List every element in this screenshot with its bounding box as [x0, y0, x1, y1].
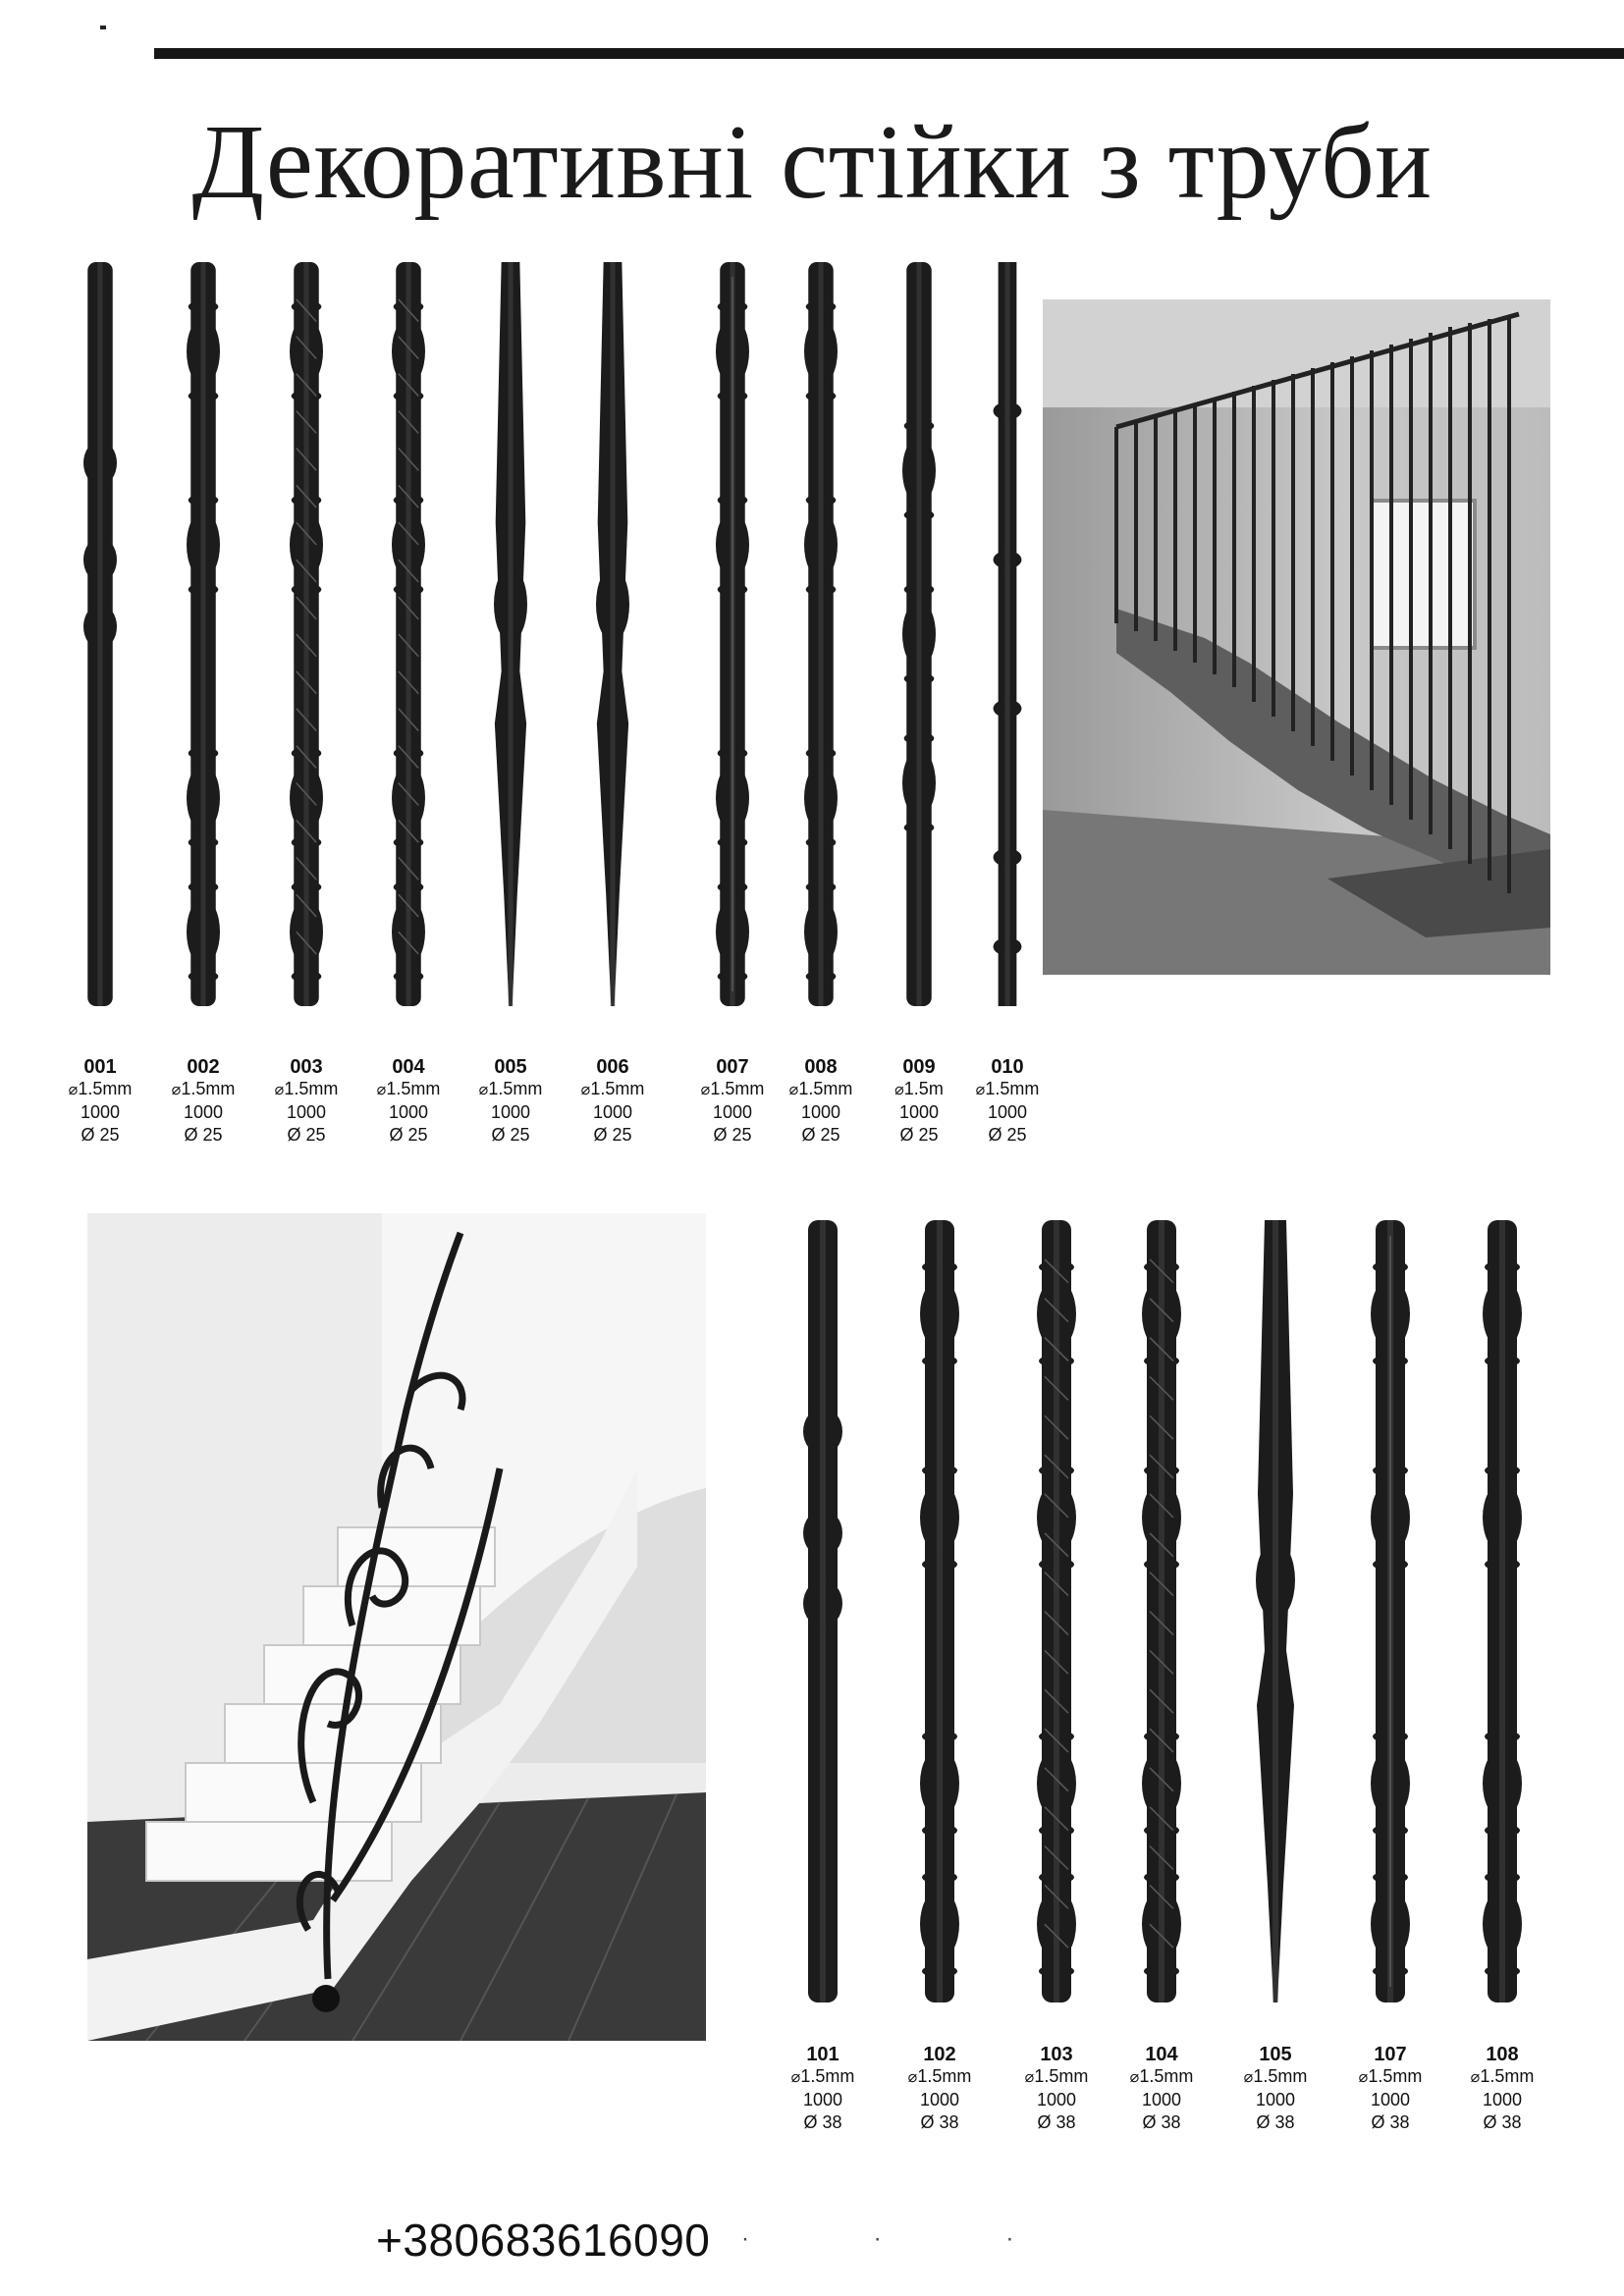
post-length: 1000 [802, 2090, 843, 2109]
wall-symbol-icon: ⌀ [1470, 2069, 1481, 2086]
contact-phone[interactable]: +380683616090 [376, 2215, 711, 2266]
wall-symbol-icon: ⌀ [894, 1082, 904, 1098]
wall-symbol-icon: ⌀ [478, 1082, 489, 1098]
wall-thickness: ⌀1.5mm [171, 1079, 236, 1098]
header-rule [154, 48, 1624, 59]
post-diameter: Ø 38 [803, 2112, 842, 2132]
post-length: 1000 [898, 1102, 940, 1122]
post-length: 1000 [712, 1102, 753, 1122]
post-diameter: Ø 38 [1256, 2112, 1295, 2132]
post-label-104 [1110, 2044, 1213, 2134]
post-108 [1483, 1220, 1522, 2002]
post-label-004 [357, 1056, 460, 1147]
post-label-003 [255, 1056, 357, 1147]
post-010 [991, 262, 1024, 1006]
wall-symbol-icon: ⌀ [1358, 2069, 1369, 2086]
post-diameter: Ø 25 [491, 1125, 530, 1145]
wall-thickness: ⌀1.5mm [700, 1079, 765, 1098]
wall-thickness: ⌀1.5mm [790, 2066, 855, 2086]
wall-thickness: ⌀1.5mm [1243, 2066, 1308, 2086]
post-length: 1000 [987, 1102, 1028, 1122]
page-title: Декоративні стійки з труби [191, 104, 1433, 221]
post-code: 006 [596, 1056, 629, 1078]
post-code: 002 [187, 1056, 220, 1078]
post-label-107 [1339, 2044, 1441, 2134]
wall-thickness: ⌀1.5mm [1358, 2066, 1423, 2086]
post-105 [1256, 1220, 1295, 2002]
post-label-006 [562, 1056, 664, 1147]
wall-thickness: ⌀1.5mm [788, 1079, 853, 1098]
wall-thickness: ⌀1.5mm [478, 1079, 543, 1098]
post-label-005 [460, 1056, 562, 1147]
post-103 [1037, 1220, 1076, 2002]
wall-thickness: ⌀1.5mm [580, 1079, 645, 1098]
post-code: 004 [392, 1056, 425, 1078]
post-length: 1000 [286, 1102, 327, 1122]
post-length: 1000 [592, 1102, 633, 1122]
post-code: 108 [1486, 2044, 1519, 2065]
wall-thickness: ⌀1.5mm [68, 1079, 133, 1098]
wall-symbol-icon: ⌀ [1129, 2069, 1140, 2086]
post-label-102 [889, 2044, 991, 2134]
post-diameter: Ø 38 [920, 2112, 959, 2132]
post-code: 008 [804, 1056, 838, 1078]
post-diameter: Ø 38 [1483, 2112, 1522, 2132]
post-code: 105 [1259, 2044, 1292, 2065]
post-diameter: Ø 38 [1037, 2112, 1076, 2132]
post-code: 001 [83, 1056, 117, 1078]
post-length: 1000 [388, 1102, 429, 1122]
post-006 [596, 262, 629, 1006]
wall-thickness: ⌀1.5mm [274, 1079, 339, 1098]
post-code: 005 [494, 1056, 527, 1078]
post-004 [392, 262, 425, 1006]
post-diameter: Ø 25 [801, 1125, 840, 1145]
post-code: 104 [1145, 2044, 1178, 2065]
wall-thickness: ⌀1.5mm [975, 1079, 1040, 1098]
wall-thickness: ⌀1.5mm [1024, 2066, 1089, 2086]
post-diameter: Ø 25 [184, 1125, 223, 1145]
post-length: 1000 [1141, 2090, 1182, 2109]
post-107 [1371, 1220, 1410, 2002]
wall-thickness: ⌀1.5mm [907, 2066, 972, 2086]
post-diameter: Ø 25 [593, 1125, 632, 1145]
post-length: 1000 [1255, 2090, 1296, 2109]
photo-rod-staircase [1043, 299, 1550, 975]
post-label-101 [772, 2044, 874, 2134]
post-104 [1142, 1220, 1181, 2002]
post-code: 009 [902, 1056, 936, 1078]
post-009 [902, 262, 936, 1006]
post-length: 1000 [490, 1102, 531, 1122]
wall-symbol-icon: ⌀ [171, 1082, 182, 1098]
wall-symbol-icon: ⌀ [700, 1082, 711, 1098]
wall-symbol-icon: ⌀ [68, 1082, 79, 1098]
post-code: 007 [716, 1056, 749, 1078]
post-code: 101 [806, 2044, 839, 2065]
post-code: 003 [290, 1056, 323, 1078]
post-diameter: Ø 38 [1371, 2112, 1410, 2132]
post-diameter: Ø 25 [899, 1125, 939, 1145]
wall-thickness: ⌀1.5mm [376, 1079, 441, 1098]
wall-symbol-icon: ⌀ [1024, 2069, 1035, 2086]
post-003 [290, 262, 323, 1006]
post-length: 1000 [1482, 2090, 1523, 2109]
wall-thickness: ⌀1.5m [894, 1079, 944, 1098]
post-diameter: Ø 25 [988, 1125, 1027, 1145]
post-length: 1000 [919, 2090, 960, 2109]
post-001 [83, 262, 117, 1006]
post-code: 107 [1374, 2044, 1407, 2065]
post-label-007 [681, 1056, 784, 1147]
wall-thickness: ⌀1.5mm [1470, 2066, 1535, 2086]
post-005 [494, 262, 527, 1006]
post-label-002 [152, 1056, 254, 1147]
wall-symbol-icon: ⌀ [376, 1082, 387, 1098]
post-length: 1000 [183, 1102, 224, 1122]
post-length: 1000 [1036, 2090, 1077, 2109]
corner-mark [100, 26, 106, 29]
post-label-108 [1451, 2044, 1553, 2134]
wall-symbol-icon: ⌀ [975, 1082, 986, 1098]
post-label-009 [868, 1056, 970, 1147]
wall-symbol-icon: ⌀ [788, 1082, 799, 1098]
post-length: 1000 [80, 1102, 121, 1122]
wall-symbol-icon: ⌀ [580, 1082, 591, 1098]
post-label-103 [1005, 2044, 1108, 2134]
wall-symbol-icon: ⌀ [790, 2069, 801, 2086]
post-code: 102 [923, 2044, 956, 2065]
post-code: 103 [1040, 2044, 1073, 2065]
post-101 [803, 1220, 842, 2002]
post-diameter: Ø 25 [713, 1125, 752, 1145]
post-diameter: Ø 25 [287, 1125, 326, 1145]
post-label-010 [956, 1056, 1058, 1147]
post-label-105 [1224, 2044, 1326, 2134]
wall-symbol-icon: ⌀ [1243, 2069, 1254, 2086]
photo-iron-staircase [87, 1213, 706, 2041]
post-diameter: Ø 25 [389, 1125, 428, 1145]
decorative-dots: · · · [741, 2225, 1073, 2252]
wall-symbol-icon: ⌀ [274, 1082, 285, 1098]
post-length: 1000 [1370, 2090, 1411, 2109]
post-label-001 [49, 1056, 151, 1147]
post-102 [920, 1220, 959, 2002]
wall-thickness: ⌀1.5mm [1129, 2066, 1194, 2086]
post-007 [716, 262, 749, 1006]
post-002 [187, 262, 220, 1006]
post-008 [804, 262, 838, 1006]
post-diameter: Ø 25 [81, 1125, 120, 1145]
post-label-008 [770, 1056, 872, 1147]
wall-symbol-icon: ⌀ [907, 2069, 918, 2086]
post-diameter: Ø 38 [1142, 2112, 1181, 2132]
post-code: 010 [991, 1056, 1024, 1078]
post-length: 1000 [800, 1102, 841, 1122]
